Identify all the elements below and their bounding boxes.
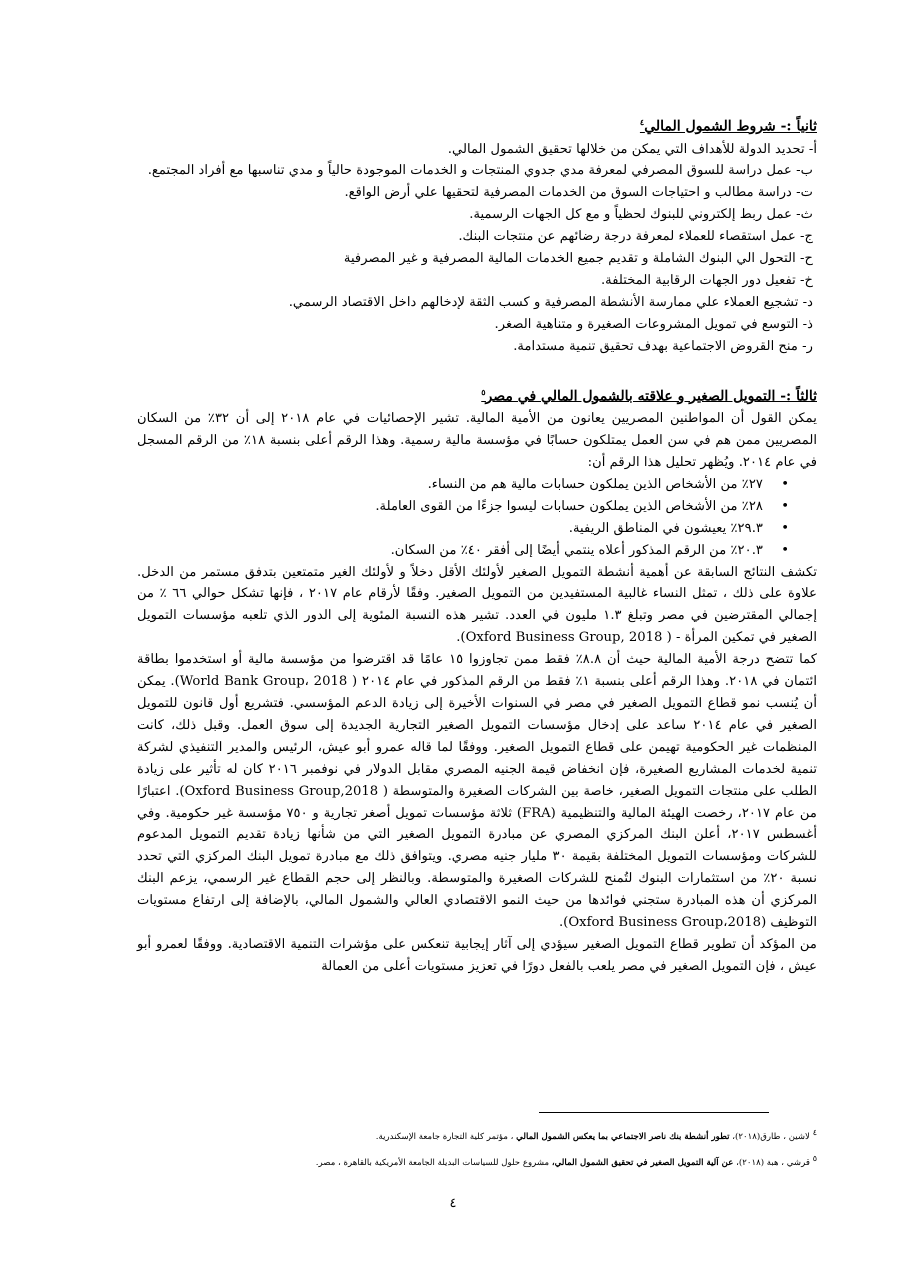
footnote-author: قرشي ، هبة (٢٠١٨)، (736, 1157, 810, 1168)
bullet-item: • ٢٨٪ من الأشخاص الذين يملكون حسابات ليسوا جزءًا من القوى العاملة. (137, 496, 789, 518)
page-number: ٤ (449, 1196, 457, 1211)
list-item: خ- تفعيل دور الجهات الرقابية المختلفة. (600, 273, 813, 288)
footnote-title: تطور أنشطة بنك ناصر الاجتماعي بما يعكس الشمول المالي (516, 1131, 730, 1142)
list-item: ر- منح القروض الاجتماعية بهدف تحقيق تنمية مستدامة. (513, 338, 813, 354)
footnote-number: ٤ (812, 1128, 817, 1137)
footnote-source: مشروع حلول للسياسات البديلة الجامعة الأمريكية بالقاهرة ، مصر. (315, 1157, 550, 1168)
bullet-item: • ٢٠.٣٪ من الرقم المذكور أعلاه ينتمي أيضًا إلى أفقر ٤٠٪ من السكان. (137, 540, 789, 562)
statistics-bullets (137, 474, 817, 562)
bullet-item: • ٢٩.٣٪ يعيشون في المناطق الريفية. (137, 518, 789, 540)
list-item: أ- تحديد الدولة للأهداف التي يمكن من خلالها تحقيق الشمول المالي. (447, 141, 817, 157)
section-heading-microfinance: ثالثاً :- التمويل الصغير و علاقته بالشمول المالي في مصر$^٥$ (481, 386, 817, 405)
footnotes (137, 1122, 817, 1174)
page-body (137, 112, 817, 978)
footnote-ref: ٥ (481, 386, 486, 397)
conditions-list (137, 139, 817, 358)
footnote-separator (539, 1112, 769, 1113)
section-heading-financial-inclusion-conditions: ثانياً :- شروط الشمول المالي$^٤$ (639, 117, 817, 135)
footnote-author: لاشين ، طارق(٢٠١٨)، (732, 1131, 810, 1142)
list-item: ح- التحول الي البنوك الشاملة و تقديم جميع الخدمات المالية المصرفية و غير المصرفية (343, 251, 813, 267)
list-item: ب- عمل دراسة للسوق المصرفي لمعرفة مدي جدوي المنتجات و الخدمات الموجودة حالياً و مدي تناسبها مع أفراد المجتمع. (147, 163, 813, 179)
list-item: ت- دراسة مطالب و احتياجات السوق من الخدمات المصرفية لتحقيها علي أرض الواقع. (344, 185, 813, 201)
footnote (137, 1122, 817, 1148)
footnote-title: عن آلية التمويل الصغير في تحقيق الشمول المالي، (551, 1157, 734, 1168)
list-item: ج- عمل استقصاء للعملاء لمعرفة درجة رضائهم عن منتجات البنك. (458, 229, 813, 245)
intro-paragraph: يمكن القول أن المواطنين المصريين يعانون من الأمية المالية. تشير الإحصائيات في عام ٢٠١٨ إلى أن ٣٢٪ من السكان المصريين ممن هم في سن العمل يمتلكون حسابًا في مؤسسة مالية رسمية. وهذا الرقم أعلى بنسبة ١٨٪ من الرقم المسجل في عام ٢٠١٤. ويُظهر تحليل هذا الرقم أن: (137, 411, 818, 470)
footnote-ref: ٤ (639, 117, 645, 127)
body-paragraph: كما تتضح درجة الأمية المالية حيث أن ٨.٨٪ فقط ممن تجاوزوا ١٥ عامًا قد اقترضوا من مؤسسة مالية أو استخدموا بطاقة ائتمان في ٢٠١٨. وهذا الرقم أعلى بنسبة ١٪ فقط من الرقم المذكور في عام ٢٠١٤ ( World Bank Group، 2018). يمكن أن يُنسب نمو قطاع التمويل الصغير في مصر في السنوات الأخيرة إلى زيادة الدعم المؤسسي. فتشريع أول قانون للتمويل الصغير في عام ٢٠١٤ ساعد على إدخال مؤسسات التمويل الصغير التجارية الجديدة إلى سوق العمل. وقبل ذلك، كانت المنظمات غير الحكومية تهيمن على قطاع التمويل الصغير. ووفقًا لما قاله عمرو أبو عيش، الرئيس والمدير التنفيذي لشركة تنمية لخدمات المشاريع الصغيرة، فإن انخفاض قيمة الجنيه المصري مقابل الدولار في نوفمبر ٢٠١٦ كان له تأثير على زيادة الطلب على منتجات التمويل الصغير، خاصة بين الشركات الصغيرة والمتوسطة ( Oxford Business Group,2018). اعتبارًا من عام ٢٠١٧، رخصت الهيئة المالية والتنظيمية (FRA) ثلاثة مؤسسات تمويل أصغر تجارية و ٧٥٠ مؤسسة غير حكومية. وفي أغسطس ٢٠١٧، أعلن البنك المركزي المصري عن مبادرة التمويل الصغير التي من شأنها زيادة تقديم التمويل المدعوم للشركات ومؤسسات التمويل المختلفة بقيمة ٣٠ مليار جنيه مصري. ويتوافق ذلك مع مبادرة تمويل البنك المركزي التي تحدد نسبة ٢٠٪ من استثمارات البنوك لتُمنح للشركات الصغيرة والمتوسطة. وبالنظر إلى حجم القطاع غير الرسمي، يزعم البنك المركزي أن هذه المبادرة ستجني فوائدها من حيث النمو الاقتصادي العالي والشمول المالي، بالإضافة إلى ارتفاع مستويات التوظيف (Oxford Business Group،2018). (137, 652, 818, 931)
footnote-number: ٥ (812, 1153, 817, 1163)
bullet-item: • ٢٧٪ من الأشخاص الذين يملكون حسابات مالية هم من النساء. (137, 474, 789, 496)
list-item: د- تشجيع العملاء علي ممارسة الأنشطة المصرفية و كسب الثقة لإدخالهم داخل الاقتصاد الرسمي. (288, 294, 813, 310)
body-paragraph: تكشف النتائج السابقة عن أهمية أنشطة التمويل الصغير لأولئك الأقل دخلاً و لأولئك الغير متمتعين بتدفق مستمر من الدخل. علاوة على ذلك ، تمثل النساء غالبية المستفيدين من التمويل الصغير. وفقًا لأرقام عام ٢٠١٧ ، فإنها تشكل حوالي ٦٦ ٪ من إجمالي المقترضين في مصر وتبلغ ١.٣ مليون في العدد. تشير هذه النسبة المئوية إلى الدور الذي تلعبه مؤسسات التمويل الصغير في تمكين المرأة - ( Oxford Business Group, 2018). (137, 564, 817, 646)
list-item: ث- عمل ربط إلكتروني للبنوك لحظياً و مع كل الجهات الرسمية. (469, 207, 813, 223)
section-gap (137, 358, 817, 382)
footnote (137, 1148, 817, 1174)
list-item: ذ- التوسع في تمويل المشروعات الصغيرة و متناهية الصغر. (494, 316, 813, 332)
footnote-source: ، مؤتمر كلية التجارة جامعة الإسكندرية. (375, 1131, 514, 1142)
body-paragraph: من المؤكد أن تطوير قطاع التمويل الصغير سيؤدي إلى آثار إيجابية تنعكس على مؤشرات التنمية الاقتصادية. ووفقًا لعمرو أبو عيش ، فإن التمويل الصغير في مصر يلعب بالفعل دورًا في تعزيز مستويات أعلى من العمالة (137, 936, 817, 974)
